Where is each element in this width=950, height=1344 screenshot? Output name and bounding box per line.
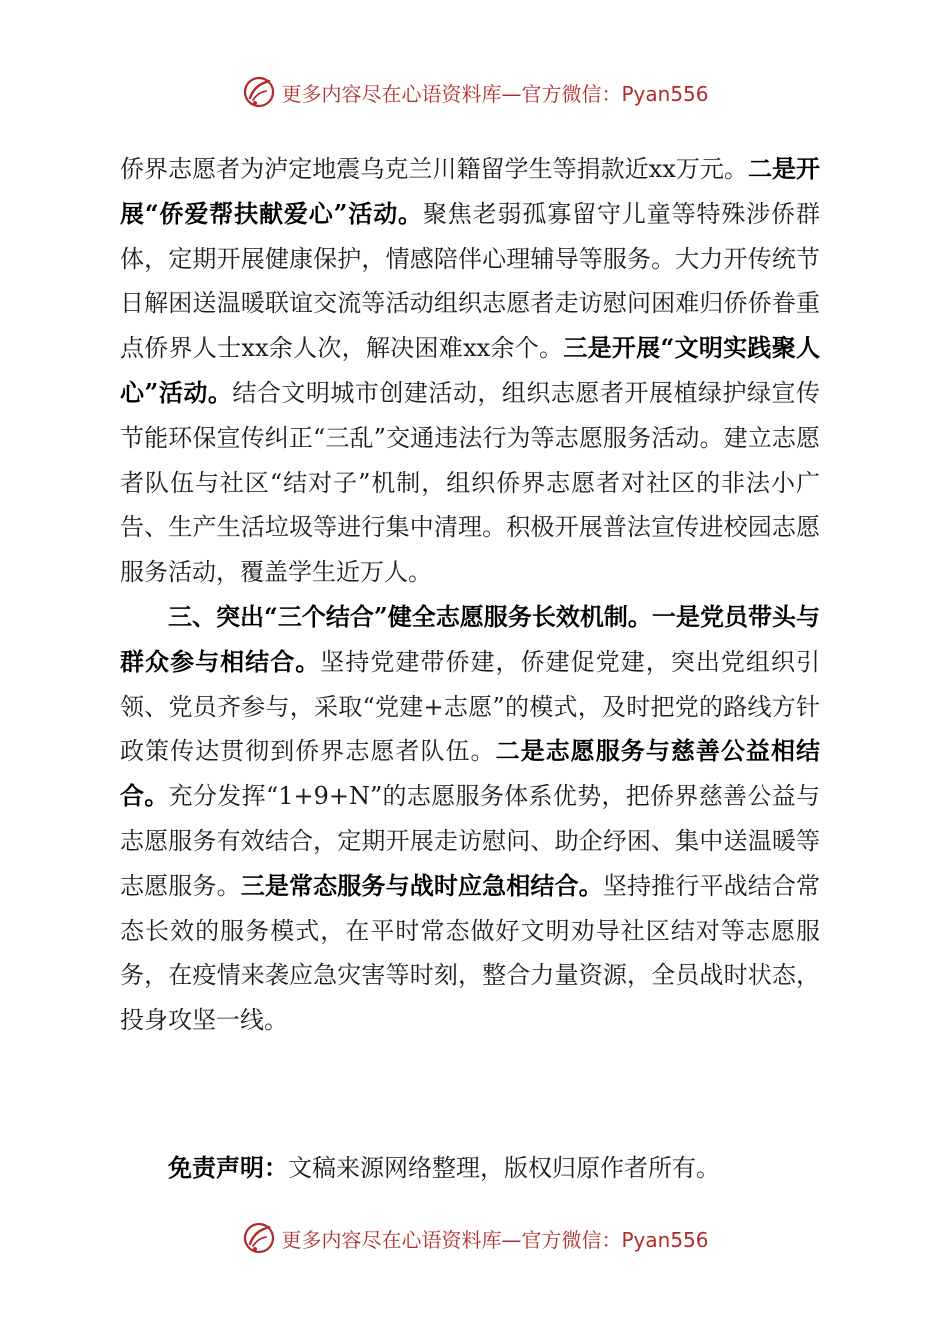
footer-banner-text: 更多内容尽在心语资料库—官方微信：Pyan556 <box>281 1227 709 1252</box>
header-banner-text: 更多内容尽在心语资料库—官方微信：Pyan556 <box>281 81 709 106</box>
header-banner <box>0 72 950 112</box>
disclaimer-text: 文稿来源网络整理，版权归原作者所有。 <box>288 1154 720 1182</box>
bold-heading: 二是志愿服务与慈善公益相结合。 <box>120 736 821 811</box>
bold-heading: 三是常态服务与战时应急相结合。 <box>240 870 603 900</box>
bold-heading: 二是开展“侨爱帮扶献爱心”活动。 <box>120 154 821 228</box>
seal-logo-icon <box>241 74 277 110</box>
seal-logo-icon <box>241 1220 277 1256</box>
footer-banner <box>0 1218 950 1258</box>
disclaimer-label: 免责声明： <box>168 1153 288 1182</box>
section-heading: 三、突出“三个结合”健全志愿服务长效机制。一是党员带头与群众参与相结合。 <box>120 601 820 676</box>
disclaimer <box>168 1146 868 1190</box>
bold-heading: 三是开展“文明实践聚人心”活动。 <box>120 333 820 407</box>
document-body <box>120 147 820 1043</box>
paragraph-2: 三、突出“三个结合”健全志愿服务长效机制。一是党员带头与群众参与相结合。坚持党建带侨建，侨建促党建，突出党组织引领、党员齐参与，采取“党建+志愿”的模式，及时把党的路线方针政策传达贯彻到侨界志愿者队伍。二是志愿服务与慈善公益相结合。充分发挥“1+9+N”的志愿服务体系优势，把侨界慈善公益与志愿服务有效结合，定期开展走访慰问、助企纾困、集中送温暖等志愿服务。三是常态服务与战时应急相结合。坚持推行平战结合常态长效的服务模式，在平时常态做好文明劝导社区结对等志愿服务，在疫情来袭应急灾害等时刻，整合力量资源，全员战时状态，投身攻坚一线。 <box>120 601 821 1035</box>
paragraph-1: 侨界志愿者为泸定地震乌克兰川籍留学生等捐款近xx万元。二是开展“侨爱帮扶献爱心”活动。聚焦老弱孤寡留守儿童等特殊涉侨群体，定期开展健康保护，情感陪伴心理辅导等服务。大力开传统节日解困送温暖联谊交流等活动组织志愿者走访慰问困难归侨侨眷重点侨界人士xx余人次，解决困难xx余个。三是开展“文明实践聚人心”活动。结合文明城市创建活动，组织志愿者开展植绿护绿宣传节能环保宣传纠正“三乱”交通违法行为等志愿服务活动。建立志愿者队伍与社区“结对子”机制，组织侨界志愿者对社区的非法小广告、生产生活垃圾等进行集中清理。积极开展普法宣传进校园志愿服务活动，覆盖学生近万人。 <box>120 154 821 587</box>
